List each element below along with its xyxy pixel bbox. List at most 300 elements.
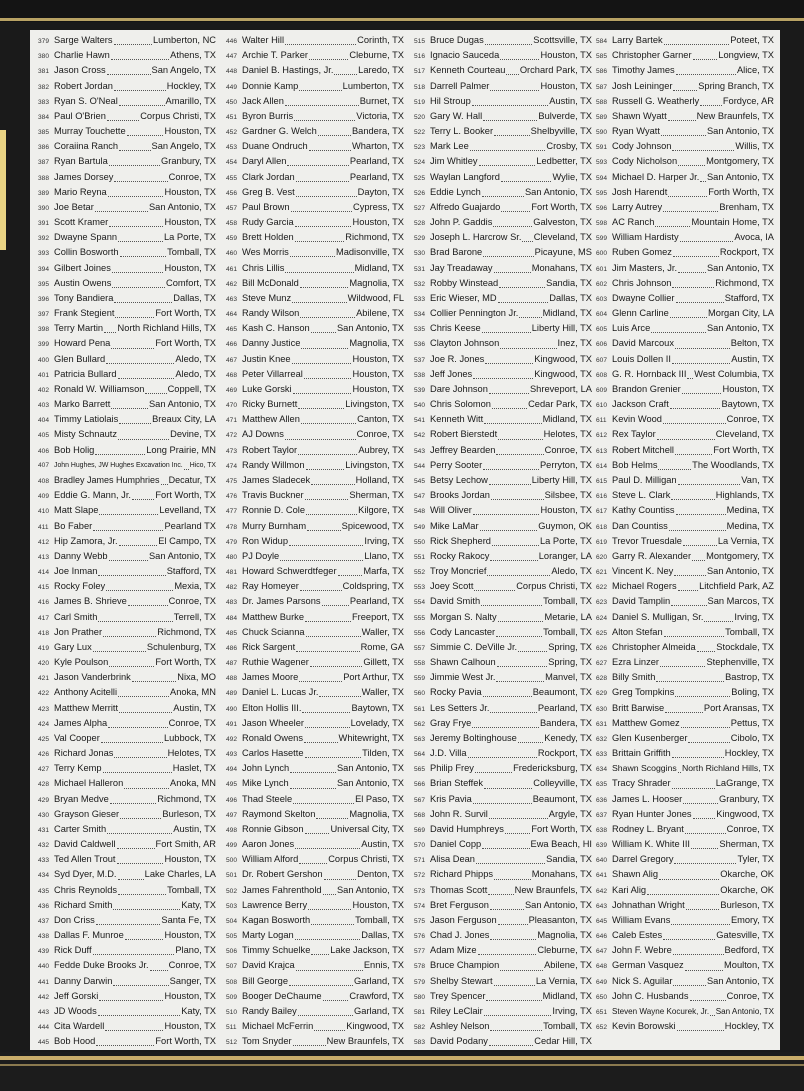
list-item <box>226 792 404 807</box>
entry-number: 509 <box>226 993 238 1001</box>
dot-leader <box>493 220 532 227</box>
list-item <box>596 261 774 276</box>
list-item <box>38 731 216 746</box>
entry-name: Ruthie Wagener <box>242 657 309 668</box>
entry-location: Cleburne, TX <box>537 945 592 956</box>
entry-location: Austin, TX <box>361 839 404 850</box>
entry-location: Inez, TX <box>557 338 592 349</box>
entry-location: Cleveland, TX <box>533 232 592 243</box>
entry-number: 385 <box>38 129 50 137</box>
entry-number: 416 <box>38 599 50 607</box>
list-item <box>226 261 404 276</box>
list-item <box>414 321 592 336</box>
list-item <box>414 883 592 898</box>
entry-name: Rick Sargent <box>242 641 296 652</box>
entry-location: Fort Worth, TX <box>713 444 774 455</box>
list-item <box>596 200 774 215</box>
entry-name: Matthew Burke <box>242 611 305 622</box>
dot-leader <box>500 342 556 349</box>
dot-leader <box>500 53 539 60</box>
entry-name: Louis Dollen II <box>612 353 671 364</box>
list-item <box>414 48 592 63</box>
list-item <box>226 898 404 913</box>
entry-name: G. R. Hornback III <box>612 368 687 379</box>
entry-location: Beaumont, TX <box>532 687 592 698</box>
dot-leader <box>673 979 706 986</box>
entry-location: Midland, TX <box>542 990 592 1001</box>
dot-leader <box>105 1024 163 1031</box>
list-item <box>414 336 592 351</box>
list-item <box>38 974 216 989</box>
entry-number: 409 <box>38 493 50 501</box>
dot-leader <box>299 857 327 864</box>
entry-location: Livingston, TX <box>345 459 404 470</box>
list-item <box>414 776 592 791</box>
entry-number: 528 <box>414 220 426 228</box>
dot-leader <box>483 250 533 257</box>
entry-name: James B. Shrieve <box>54 596 127 607</box>
entry-name: Bruce Champion <box>430 960 500 971</box>
list-item <box>596 488 774 503</box>
dot-leader <box>96 1039 154 1046</box>
entry-name: Richard Smith <box>54 899 113 910</box>
entry-name: Mark Lee <box>430 141 469 152</box>
entry-name: Ted Allen Trout <box>54 854 116 865</box>
entry-location: Fredericksburg, TX <box>513 763 592 774</box>
dot-leader <box>686 903 720 910</box>
entry-number: 456 <box>226 189 238 197</box>
dot-leader <box>323 994 349 1001</box>
entry-number: 412 <box>38 538 50 546</box>
dot-leader <box>293 797 354 804</box>
dot-leader <box>664 38 730 45</box>
entry-name: Bill McDonald <box>242 277 299 288</box>
list-item <box>596 215 774 230</box>
entry-name: Alisa Dean <box>430 854 475 865</box>
list-item <box>38 291 216 306</box>
entry-number: 581 <box>414 1009 426 1016</box>
list-item <box>596 458 774 473</box>
entry-name: Shawn Wyatt <box>612 110 667 121</box>
entry-number: 495 <box>226 781 238 789</box>
entry-number: 538 <box>414 371 426 379</box>
list-item <box>226 397 404 412</box>
entry-name: JD Woods <box>54 1006 97 1016</box>
dot-leader <box>305 751 362 758</box>
entry-name: Shawn Alig <box>612 869 658 880</box>
entry-number: 404 <box>38 417 50 425</box>
entry-number: 383 <box>38 98 50 106</box>
entry-location: Decatur, TX <box>168 474 216 485</box>
entry-location: Poteet, TX <box>730 35 774 45</box>
list-item <box>226 503 404 518</box>
entry-number: 556 <box>414 629 426 637</box>
list-item <box>38 958 216 973</box>
entry-name: Bo Faber <box>54 520 93 531</box>
dot-leader <box>488 888 513 895</box>
dot-leader <box>655 220 690 227</box>
entry-name: Greg B. Vest <box>242 186 295 197</box>
entry-number: 529 <box>414 235 426 243</box>
entry-number: 542 <box>414 432 426 440</box>
entry-location: Tomball, TX <box>543 1021 592 1032</box>
dot-leader <box>322 599 349 606</box>
entry-number: 442 <box>38 993 50 1001</box>
dot-leader <box>678 159 705 166</box>
dot-leader <box>678 478 741 485</box>
entry-number: 575 <box>414 917 426 925</box>
entry-name: David Caldwell <box>54 839 116 850</box>
dot-leader <box>492 402 527 409</box>
entry-location: Cleveland, TX <box>715 429 774 440</box>
list-item <box>38 989 216 1004</box>
dot-leader <box>659 873 719 880</box>
entry-location: San Antonio, TX <box>706 171 774 182</box>
entry-location: La Porte, TX <box>539 535 592 546</box>
entry-location: Comfort, TX <box>166 277 216 288</box>
entry-location: Pearland, TX <box>537 702 592 713</box>
entry-number: 557 <box>414 644 426 652</box>
dot-leader <box>669 524 726 531</box>
dot-leader <box>111 53 169 60</box>
dot-leader <box>324 873 357 880</box>
entry-name: Tracy Shrader <box>612 778 671 789</box>
entry-location: Richmond, TX <box>157 793 216 804</box>
entry-name: Wes Morris <box>242 247 289 258</box>
entry-location: Bedford, TX <box>724 945 774 956</box>
entry-name: Will Oliver <box>430 505 472 516</box>
entry-number: 554 <box>414 599 426 607</box>
entry-number: 480 <box>226 553 238 561</box>
list-item <box>38 367 216 382</box>
dot-leader <box>334 68 357 75</box>
entry-number: 476 <box>226 493 238 501</box>
list-item <box>226 594 404 609</box>
entry-location: Okarche, OK <box>720 869 774 880</box>
entry-location: Richmond, TX <box>715 277 774 288</box>
entry-number: 505 <box>226 933 238 941</box>
list-item <box>226 94 404 109</box>
entry-name: Ron Widup <box>242 535 288 546</box>
list-item <box>226 564 404 579</box>
entry-location: Midland, TX <box>354 262 404 273</box>
list-item <box>226 412 404 427</box>
list-item <box>596 655 774 670</box>
entry-number: 559 <box>414 675 426 683</box>
entry-name: David Podany <box>430 1036 488 1047</box>
dot-leader <box>673 250 719 257</box>
entry-location: Spring Branch, TX <box>698 80 774 91</box>
list-item <box>414 488 592 503</box>
dot-leader <box>497 660 548 667</box>
entry-location: Houston, TX <box>164 854 216 865</box>
entry-location: Devine, TX <box>170 429 216 440</box>
entry-location: Wharton, TX <box>351 141 404 152</box>
list-item <box>596 776 774 791</box>
entry-location: Avoca, IA <box>734 232 774 243</box>
entry-name: Morgan S. Nalty <box>430 611 497 622</box>
list-item <box>226 215 404 230</box>
dot-leader <box>491 493 544 500</box>
entry-number: 462 <box>226 280 238 288</box>
entry-location: Lumberton, TX <box>342 80 404 91</box>
entry-number: 382 <box>38 83 50 91</box>
entry-name: Alton Stefan <box>612 626 663 637</box>
entry-number: 630 <box>596 705 608 713</box>
entry-location: North Richland Hills, TX <box>117 323 216 334</box>
list-item <box>414 382 592 397</box>
dot-leader <box>285 433 356 440</box>
dot-leader <box>111 402 148 409</box>
entry-location: Fort Worth, TX <box>155 1036 216 1047</box>
list-item <box>414 261 592 276</box>
dot-leader <box>111 342 154 349</box>
list-item <box>596 154 774 169</box>
entry-location: La Vernia, TX <box>535 975 592 986</box>
entry-location: Cedar Park, TX <box>528 399 592 410</box>
dot-leader <box>95 205 148 212</box>
entry-location: Austin, TX <box>173 823 216 834</box>
entry-location: Montgomery, TX <box>706 156 774 167</box>
dot-leader <box>490 84 539 91</box>
entry-name: Glenn Carline <box>612 308 669 319</box>
dot-leader <box>700 99 722 106</box>
entry-number: 471 <box>226 417 238 425</box>
dot-leader <box>482 842 529 849</box>
list-item <box>38 503 216 518</box>
entry-number: 400 <box>38 356 50 364</box>
entry-number: 541 <box>414 417 426 425</box>
entry-location: San Antonio, TX <box>336 323 404 334</box>
dot-leader <box>490 903 524 910</box>
list-item <box>596 245 774 260</box>
entry-name: Chris Lillis <box>242 262 285 273</box>
dot-leader <box>305 827 330 834</box>
list-item <box>38 928 216 943</box>
entry-number: 611 <box>596 417 607 425</box>
entry-name: Jason Vanderbrink <box>54 672 131 683</box>
entry-name: Joe Betar <box>54 201 94 212</box>
list-item <box>226 306 404 321</box>
entry-location: Amarillo, TX <box>165 95 216 106</box>
entry-location: Terrell, TX <box>173 611 216 622</box>
list-item <box>226 519 404 534</box>
entry-location: Crosby, TX <box>546 141 592 152</box>
entry-location: Liberty Hill, TX <box>531 474 592 485</box>
dot-leader <box>128 599 168 606</box>
dot-leader <box>485 357 533 364</box>
entry-number: 520 <box>414 113 426 121</box>
entry-name: Joe Inman <box>54 566 98 577</box>
entry-name: Paul D. Milligan <box>612 474 677 485</box>
entry-location: Canton, TX <box>357 414 404 425</box>
dot-leader <box>124 782 169 789</box>
dot-leader <box>293 1039 326 1046</box>
entry-location: Burleson, TX <box>162 808 216 819</box>
entry-location: Metarie, LA <box>544 611 592 622</box>
entry-location: Pearland, TX <box>349 171 404 182</box>
entry-location: Abilene, TX <box>544 960 592 971</box>
entry-location: San Antonio, TX <box>706 566 774 577</box>
dot-leader <box>145 387 166 394</box>
dot-leader <box>473 797 532 804</box>
entry-number: 612 <box>596 432 608 440</box>
list-item <box>226 170 404 185</box>
dot-leader <box>118 372 175 379</box>
list-item <box>596 170 774 185</box>
entry-location: Helotes, TX <box>543 429 592 440</box>
list-item <box>226 761 404 776</box>
entry-location: Lovelady, TX <box>350 717 404 728</box>
entry-name: Trey Spencer <box>430 990 486 1001</box>
dot-leader <box>107 68 151 75</box>
dot-leader <box>304 736 338 743</box>
entry-number: 466 <box>226 341 238 349</box>
entry-name: Kari Alig <box>612 884 647 895</box>
entry-number: 638 <box>596 826 608 834</box>
entry-name: Alfredo Guajardo <box>430 201 501 212</box>
dot-leader <box>498 433 542 440</box>
entry-number: 512 <box>226 1039 238 1047</box>
entry-location: Whitewright, TX <box>338 732 404 743</box>
list-item <box>596 63 774 78</box>
entry-name: Glen Bullard <box>54 353 106 364</box>
entry-name: Jason Wheeler <box>242 717 305 728</box>
list-item <box>226 731 404 746</box>
entry-number: 481 <box>226 569 238 577</box>
entry-name: Syd Dyer, M.D. <box>54 869 117 880</box>
dot-leader <box>700 175 706 182</box>
list-item <box>226 534 404 549</box>
entry-number: 527 <box>414 204 426 212</box>
entry-location: Fort Worth, TX <box>531 823 592 834</box>
dot-leader <box>117 857 164 864</box>
entry-number: 574 <box>414 902 426 910</box>
entry-number: 394 <box>38 265 50 273</box>
entry-number: 473 <box>226 447 238 455</box>
list-item <box>414 594 592 609</box>
list-item <box>38 716 216 731</box>
dot-leader <box>688 736 729 743</box>
entry-number: 565 <box>414 766 426 774</box>
entry-name: Travis Buckner <box>242 490 304 501</box>
entry-name: Darrell Palmer <box>430 80 490 91</box>
entry-location: Anoka, MN <box>170 687 216 698</box>
entry-number: 396 <box>38 295 50 303</box>
entry-name: Ronnie Gibson <box>242 823 304 834</box>
dot-leader <box>678 584 698 591</box>
entry-location: New Braunfels, TX <box>696 110 774 121</box>
list-item <box>596 549 774 564</box>
entry-number: 429 <box>38 796 50 804</box>
entry-location: Houston, TX <box>540 80 592 91</box>
list-item <box>414 579 592 594</box>
list-item <box>38 336 216 351</box>
dot-leader <box>489 812 548 819</box>
list-item <box>596 943 774 958</box>
list-item <box>414 549 592 564</box>
entry-location: Houston, TX <box>352 217 404 228</box>
entry-number: 414 <box>38 569 50 577</box>
dot-leader <box>300 281 349 288</box>
entry-location: Houston, TX <box>164 186 216 197</box>
entry-name: Daniel Copp <box>430 839 482 850</box>
entry-location: Litchfield Park, AZ <box>699 581 774 592</box>
entry-location: Athens, TX <box>170 50 216 61</box>
dot-leader <box>710 1009 715 1016</box>
entry-location: Lake Charles, LA <box>144 869 216 880</box>
entry-location: Mountain Home, TX <box>691 217 774 228</box>
donor-column-1 <box>38 33 216 1050</box>
entry-name: Mario Reyna <box>54 186 107 197</box>
dot-leader <box>306 463 345 470</box>
entry-name: Raymond Skelton <box>242 808 316 819</box>
list-item <box>414 412 592 427</box>
entry-location: Conroe, TX <box>168 717 216 728</box>
dot-leader <box>485 38 533 45</box>
entry-location: Houston, TX <box>352 368 404 379</box>
entry-name: Murry Burnham <box>242 520 307 531</box>
list-item <box>596 1004 774 1019</box>
dot-leader <box>311 918 354 925</box>
list-item <box>38 519 216 534</box>
entry-location: Gatesville, TX <box>716 930 774 941</box>
entry-name: Ruben Gomez <box>612 247 672 258</box>
dot-leader <box>498 918 528 925</box>
entry-name: Robby Winstead <box>430 277 499 288</box>
entry-number: 558 <box>414 660 426 668</box>
entry-name: Cody Johnson <box>612 141 672 152</box>
entry-location: Hockley, TX <box>724 1021 774 1032</box>
dot-leader <box>291 205 352 212</box>
entry-number: 550 <box>414 538 426 546</box>
entry-number: 652 <box>596 1024 608 1032</box>
entry-name: Misty Schnautz <box>54 429 118 440</box>
dot-leader <box>319 690 360 697</box>
entry-name: Gardner G. Welch <box>242 126 317 137</box>
list-item <box>596 94 774 109</box>
list-item <box>414 943 592 958</box>
entry-number: 594 <box>596 174 608 182</box>
entry-name: Rocky Pavia <box>430 687 482 698</box>
dot-leader <box>681 721 730 728</box>
entry-name: David Humphreys <box>430 823 504 834</box>
entry-location: West Columbia, TX <box>694 368 774 379</box>
list-item <box>226 549 404 564</box>
list-item <box>596 124 774 139</box>
dot-leader <box>685 964 723 971</box>
entry-location: Laredo, TX <box>358 65 404 76</box>
entry-location: San Antonio, TX <box>706 262 774 273</box>
entry-number: 504 <box>226 917 238 925</box>
entry-name: Ashley Nelson <box>430 1021 490 1032</box>
entry-location: Montgomery, TX <box>706 550 774 561</box>
list-item <box>226 427 404 442</box>
dot-leader <box>295 220 352 227</box>
entry-number: 618 <box>596 523 608 531</box>
entry-number: 571 <box>414 857 426 865</box>
list-item <box>226 200 404 215</box>
dot-leader <box>494 979 535 986</box>
dot-leader <box>498 615 544 622</box>
entry-location: Garland, TX <box>354 975 404 986</box>
list-item <box>596 109 774 124</box>
entry-number: 453 <box>226 144 238 152</box>
entry-location: Conroe, TX <box>726 414 774 425</box>
dot-leader <box>671 918 730 925</box>
entry-name: Donnie Kamp <box>242 80 299 91</box>
entry-location: Dallas, TX <box>173 292 216 303</box>
